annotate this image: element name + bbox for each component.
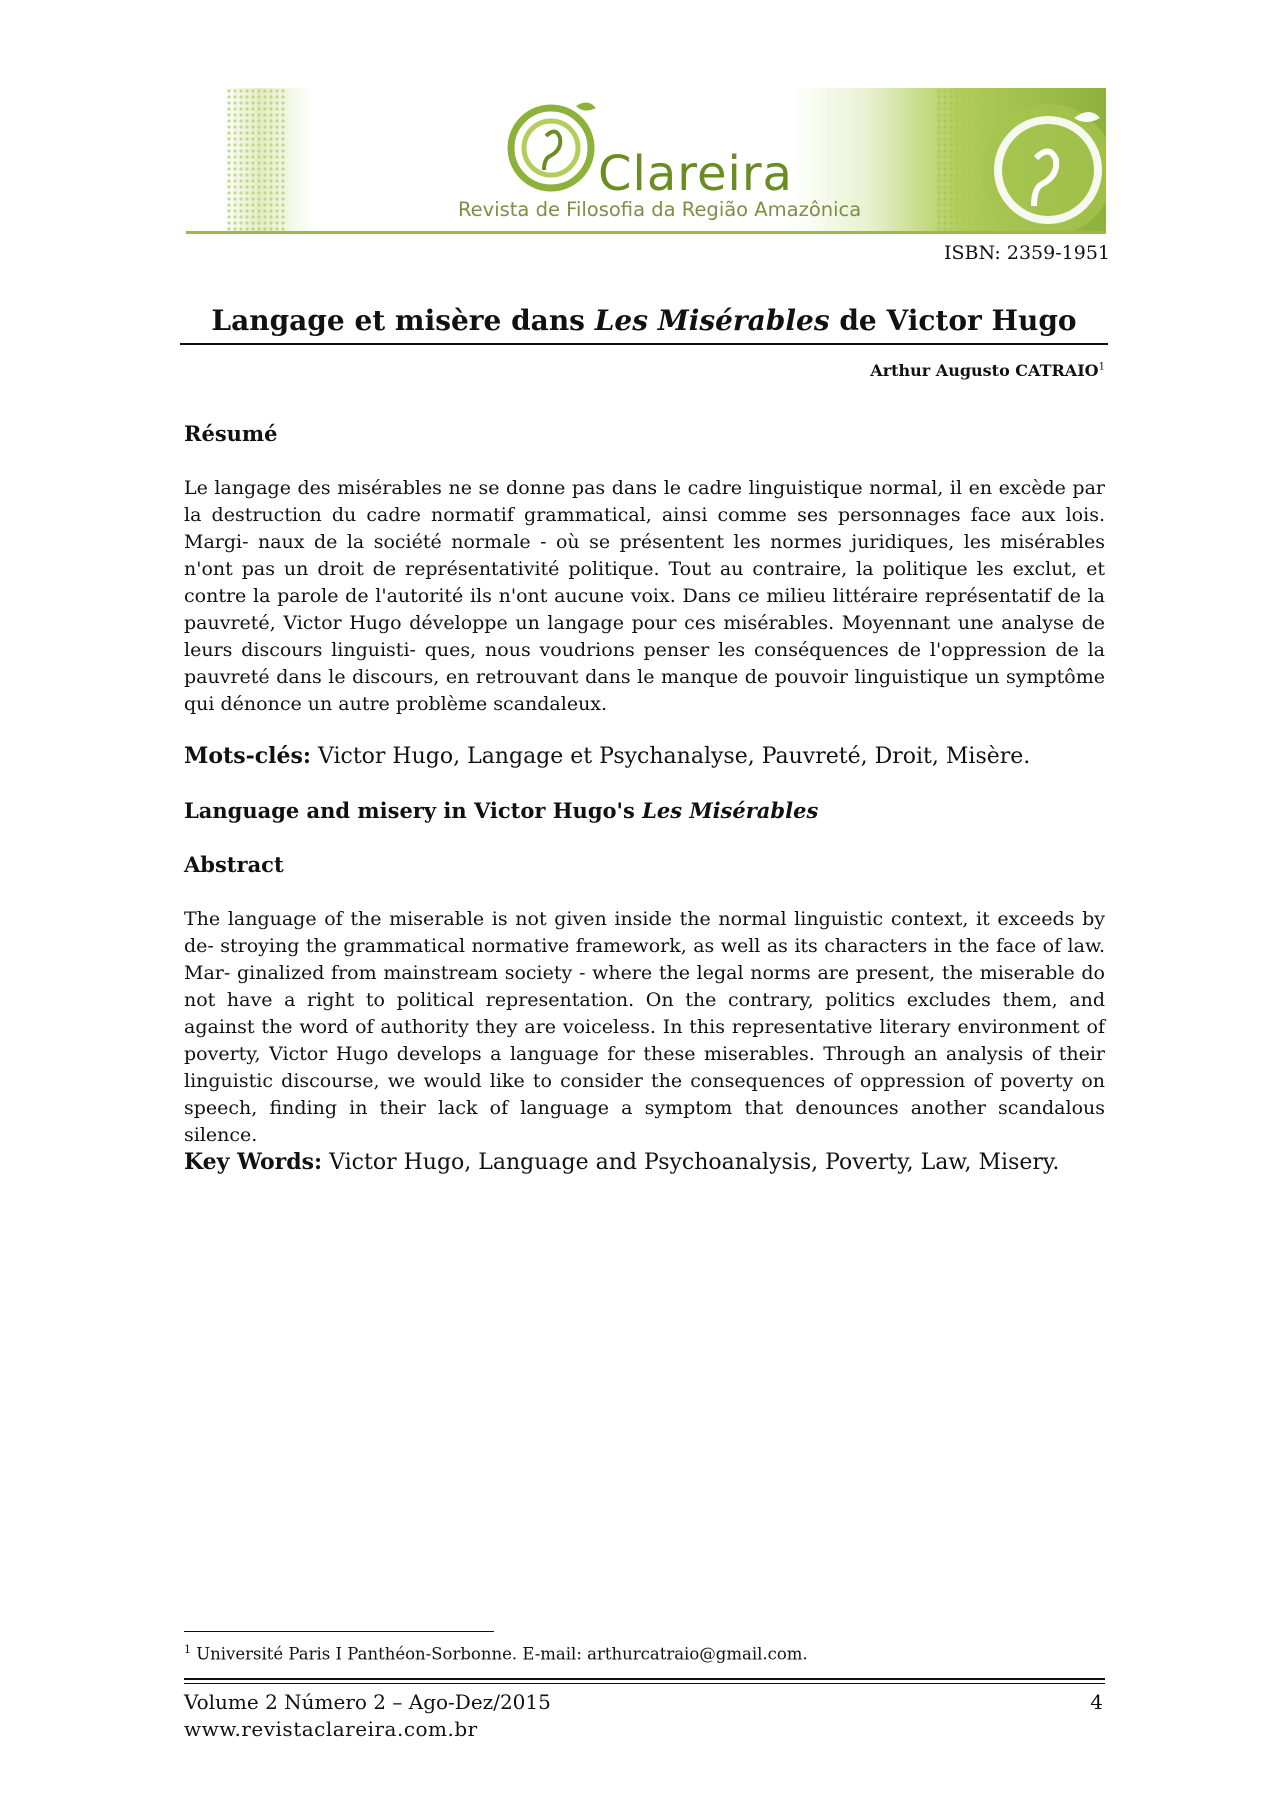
mots-cles-label: Mots-clés:: [184, 743, 311, 769]
english-title: [184, 798, 1105, 823]
article-title: [180, 304, 1108, 337]
footnote-text: Université Paris I Panthéon-Sorbonne. E-mail: arthurcatraio@gmail.com.: [191, 1644, 808, 1664]
key-words: [184, 1149, 1105, 1175]
website-url: www.revistaclareira.com.br: [184, 1717, 478, 1741]
english-title-pre: Language and misery in Victor Hugo's: [184, 798, 643, 823]
banner-bottom-rule: [186, 231, 1106, 234]
isbn: ISBN: 2359-1951: [944, 242, 1110, 264]
emblem-leaf-icon: [956, 88, 1106, 234]
english-title-italic: Les Misérables: [642, 798, 819, 823]
brand-name: Clareira: [598, 146, 793, 202]
mots-cles-text: Victor Hugo, Langage et Psychanalyse, Pauvreté, Droit, Misère.: [310, 744, 1031, 769]
title-rule: [180, 343, 1108, 345]
key-words-text: Victor Hugo, Language and Psychoanalysis, Poverty, Law, Misery.: [322, 1150, 1060, 1175]
footnote-marker: 1: [184, 1643, 191, 1656]
footer-rule-thick: [184, 1678, 1105, 1680]
resume-heading: Résumé: [184, 421, 278, 446]
title-pre: Langage et misère dans: [211, 304, 595, 337]
footnote-rule: [184, 1631, 494, 1632]
page-number: 4: [1090, 1690, 1103, 1714]
volume-info: Volume 2 Número 2 – Ago-Dez/2015: [184, 1690, 551, 1714]
author-footnote-marker: 1: [1098, 361, 1105, 373]
author-name: Arthur Augusto CATRAIO: [870, 361, 1099, 380]
footnote: [184, 1643, 808, 1664]
clareira-logo-icon: [506, 96, 601, 196]
banner-dot-pattern-left: [226, 88, 286, 234]
title-italic: Les Misérables: [594, 304, 830, 337]
resume-text: Le langage des misérables ne se donne pas dans le cadre linguistique normal, il en excède par la destruction du cadre normatif grammatical, ainsi comme ses personnages face aux lois. Margi- naux de la société normale - où se présentent les normes juridiques, les misérables n'ont pas un droit de représentativité politique. Tout au contraire, la politique les exclut, et contre la parole de l'autorité ils n'ont aucune voix. Dans ce milieu littéraire représentatif de la pauvreté, Victor Hugo développe un langage pour ces misérables. Moyennant une analyse de leurs discours linguisti- ques, nous voudrions penser les conséquences de l'oppression de la pauvreté dans le discours, en retrouvant dans le manque de pouvoir linguistique un symptôme qui dénonce un autre problème scandaleux.: [184, 477, 1105, 715]
footer-rule-thin: [184, 1683, 1105, 1684]
author: [870, 361, 1105, 380]
abstract-text: The language of the miserable is not given inside the normal linguistic context, it exceeds by de- stroying the grammatical normative framework, as well as its characters in the face of law. Mar- ginalized from mainstream society - where the legal norms are present, the miserable do not have a right to political representation. On the contrary, politics excludes them, and against the word of authority they are voiceless. In this representative literary environment of poverty, Victor Hugo develops a language for these miserables. Through an analysis of their linguistic discourse, we would like to consider the consequences of oppression of poverty on speech, finding in their lack of language a symptom that denounces another scandalous silence.: [184, 908, 1105, 1146]
mots-cles: [184, 743, 1105, 769]
title-post: de Victor Hugo: [829, 304, 1077, 337]
journal-banner: [186, 88, 1106, 234]
abstract-heading: Abstract: [184, 852, 284, 877]
key-words-label: Key Words:: [184, 1149, 323, 1175]
brand-subtitle: Revista de Filosofia da Região Amazônica: [458, 198, 862, 221]
